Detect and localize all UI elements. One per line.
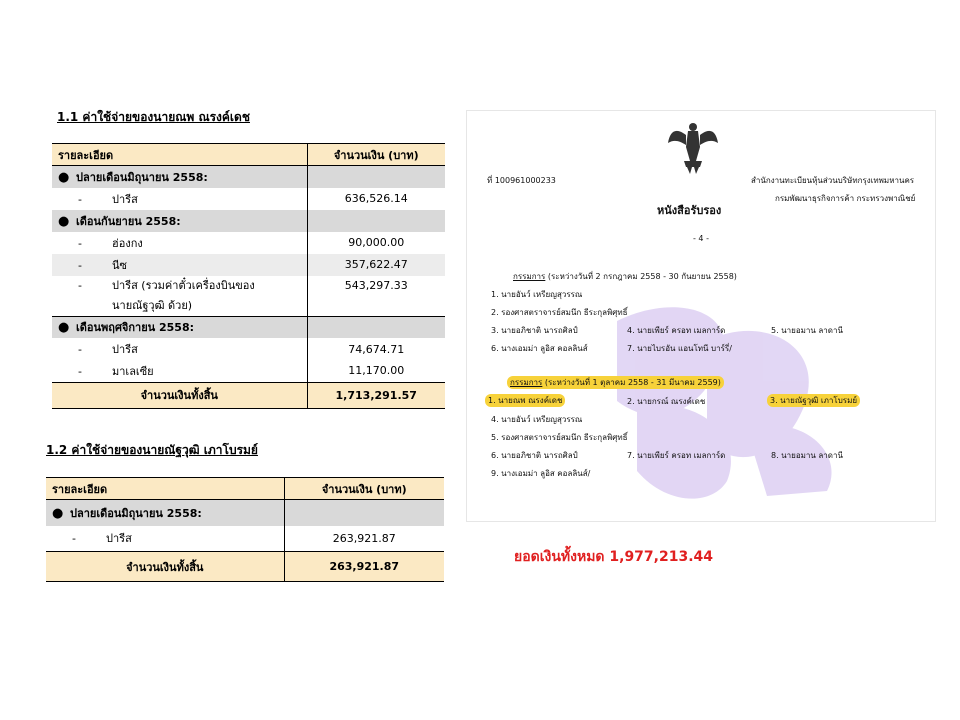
row-amount: 636,526.14 bbox=[307, 188, 445, 210]
document-number: ที่ 100961000233 bbox=[487, 176, 556, 185]
table-row: - ปารีส (รวมค่าตั๋วเครื่องบินของ นายณัฐวุฒิ ด้วย) 543,297.33 bbox=[52, 276, 445, 317]
row-amount: 90,000.00 bbox=[307, 232, 445, 254]
row-detail: ปารีส bbox=[112, 343, 138, 356]
row-detail: ฮ่องกง bbox=[112, 236, 143, 250]
table-row: - มาเลเซีย 11,170.00 bbox=[52, 360, 445, 382]
group-row bbox=[52, 210, 445, 232]
expense-table-1 bbox=[52, 143, 445, 409]
table-header-row bbox=[46, 478, 444, 500]
row-amount: 357,622.47 bbox=[307, 254, 445, 276]
row-amount: 74,674.71 bbox=[307, 338, 445, 360]
directors-heading-2: กรรมการ (ระหว่างวันที่ 1 ตุลาคม 2558 - 31 มีนาคม 2559) bbox=[507, 376, 724, 389]
list-item: 1. นายอันว์ เหรียญสุวรรณ bbox=[491, 290, 583, 299]
grand-total: ยอดเงินทั้งหมด 1,977,213.44 bbox=[514, 549, 714, 565]
list-item: 2. นายกรณ์ ณรงค์เดช bbox=[627, 397, 706, 406]
list-item: 4. นายเพียร์ ครอท เมลการ์ด bbox=[627, 326, 726, 335]
row-detail: มาเลเซีย bbox=[112, 364, 154, 378]
list-item: 9. นางเอมม่า ลูอิส คอลลินส์/ bbox=[491, 469, 591, 478]
page-number: - 4 - bbox=[693, 234, 709, 243]
expense-table-2 bbox=[46, 477, 444, 582]
list-item: 4. นายอันว์ เหรียญสุวรรณ bbox=[491, 415, 583, 424]
section-1-1-title: 1.1 ค่าใช้จ่ายของนายณพ ณรงค์เดช bbox=[57, 110, 250, 124]
row-amount: 263,921.87 bbox=[284, 526, 444, 552]
group-row bbox=[52, 166, 445, 188]
list-item: 2. รองศาสตราจารย์สมนึก ธีระกุลพิศุทธิ์ bbox=[491, 308, 628, 317]
bullet-icon: ● bbox=[58, 169, 70, 185]
list-item: 8. นายอมาน ลาดานี bbox=[771, 451, 843, 460]
list-item: 5. นายอมาน ลาดานี bbox=[771, 326, 843, 335]
total-amount: 1,713,291.57 bbox=[307, 382, 445, 408]
document-title: หนังสือรับรอง bbox=[657, 204, 722, 217]
directors-heading-1: กรรมการ (ระหว่างวันที่ 2 กรกฎาคม 2558 - 30 กันยายน 2558) bbox=[513, 272, 737, 281]
office-name-line1: สำนักงานทะเบียนหุ้นส่วนบริษัทกรุงเทพมหานคร bbox=[751, 176, 915, 185]
header-amount: จำนวนเงิน (บาท) bbox=[307, 144, 445, 166]
row-detail: ปารีส bbox=[112, 192, 138, 206]
group-row bbox=[52, 316, 445, 338]
total-row bbox=[46, 552, 444, 582]
certificate-letter bbox=[466, 110, 936, 522]
total-label: จำนวนเงินทั้งสิ้น bbox=[52, 382, 307, 408]
group-label: ปลายเดือนมิถุนายน 2558: bbox=[70, 506, 202, 520]
total-row bbox=[52, 382, 445, 408]
row-detail: นีซ bbox=[112, 258, 127, 272]
garuda-emblem-icon bbox=[666, 117, 720, 175]
group-row bbox=[46, 500, 444, 526]
table-row: - ปารีส 74,674.71 bbox=[52, 338, 445, 360]
table-row: - ปารีส 263,921.87 bbox=[46, 526, 444, 552]
group-label: ปลายเดือนมิถุนายน 2558: bbox=[76, 170, 208, 184]
section-1-2-title: 1.2 ค่าใช้จ่ายของนายณัฐวุฒิ เภาโบรมย์ bbox=[46, 443, 258, 457]
list-item-highlighted: 3. นายณัฐวุฒิ เภาโบรมย์ bbox=[767, 394, 860, 407]
list-item: 7. นายไบรอัน แอนโทนี บาร์รี่/ bbox=[627, 344, 732, 353]
list-item: 6. นายอภิชาติ นารถศิลป์ bbox=[491, 451, 578, 460]
bullet-icon: ● bbox=[52, 505, 64, 521]
total-label: จำนวนเงินทั้งสิ้น bbox=[46, 552, 284, 582]
table-row: - นีซ 357,622.47 bbox=[52, 254, 445, 276]
list-item: 6. นางเอมม่า ลูอิส คอลลินส์ bbox=[491, 344, 588, 353]
row-detail-line1: ปารีส (รวมค่าตั๋วเครื่องบินของ bbox=[112, 278, 255, 292]
table-row: - ปารีส 636,526.14 bbox=[52, 188, 445, 210]
table-row: - ฮ่องกง 90,000.00 bbox=[52, 232, 445, 254]
header-detail: รายละเอียด bbox=[52, 144, 307, 166]
bullet-icon: ● bbox=[58, 320, 70, 336]
list-item-highlighted: 1. นายณพ ณรงค์เดช bbox=[485, 394, 565, 407]
list-item: 3. นายอภิชาติ นารถศิลป์ bbox=[491, 326, 578, 335]
bullet-icon: ● bbox=[58, 213, 70, 229]
group-label: เดือนพฤศจิกายน 2558: bbox=[76, 321, 195, 335]
table-header-row bbox=[52, 144, 445, 166]
row-amount: 543,297.33 bbox=[307, 276, 445, 317]
list-item: 7. นายเพียร์ ครอท เมลการ์ด bbox=[627, 451, 726, 460]
list-item: 5. รองศาสตราจารย์สมนึก ธีระกุลพิศุทธิ์ bbox=[491, 433, 628, 442]
header-amount: จำนวนเงิน (บาท) bbox=[284, 478, 444, 500]
office-name-line2: กรมพัฒนาธุรกิจการค้า กระทรวงพาณิชย์ bbox=[775, 194, 916, 203]
group-label: เดือนกันยายน 2558: bbox=[76, 214, 181, 228]
row-detail-line2: นายณัฐวุฒิ ด้วย) bbox=[112, 298, 193, 312]
total-amount: 263,921.87 bbox=[284, 552, 444, 582]
row-detail: ปารีส bbox=[106, 532, 132, 546]
header-detail: รายละเอียด bbox=[46, 478, 284, 500]
row-amount: 11,170.00 bbox=[307, 360, 445, 382]
